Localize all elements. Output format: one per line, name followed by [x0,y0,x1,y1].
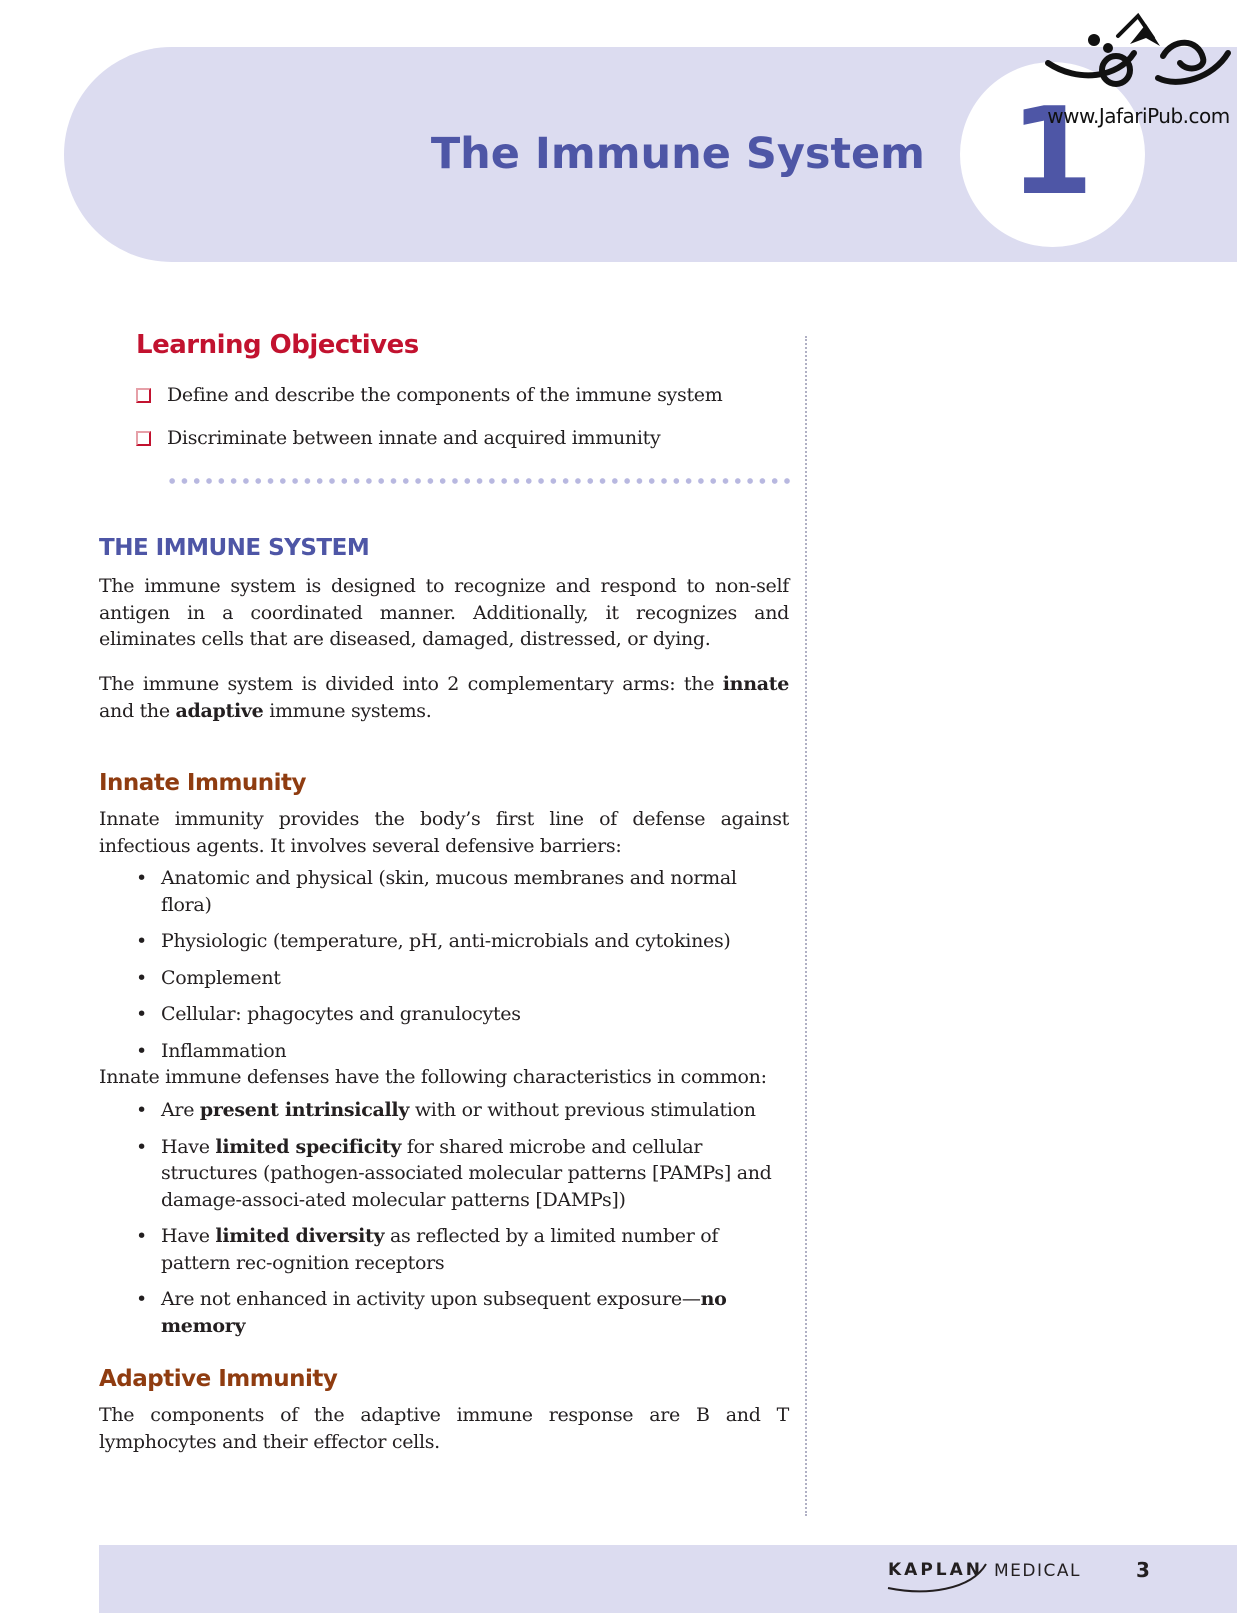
section-paragraph-2: The immune system is divided into 2 complementary arms: the innate and the adaptive immune systems. [99,673,789,722]
margin-divider [805,336,807,1516]
list-item: • Have limited diversity as reflected by a limited number of pattern rec-ognition receptors [99,1223,789,1276]
adaptive-text: The components of the adaptive immune response are B and T lymphocytes and their effector cells. [99,1404,789,1453]
watermark-logo-icon [1038,8,1237,108]
list-item: • Cellular: phagocytes and granulocytes [99,1001,789,1028]
list-item: • Physiologic (temperature, pH, anti-microbials and cytokines) [99,928,789,955]
objective-item: Define and describe the components of the immune system [136,383,722,407]
chapter-title: The Immune System [430,129,925,179]
list-item: • Inflammation [99,1038,789,1065]
list-item: • Have limited specificity for shared microbe and cellular structures (pathogen-associated molecular patterns [PAMPs] and damage-associ-ated molecular patterns [DAMPs]) [99,1134,789,1214]
watermark-url[interactable]: www.JafariPub.com [1047,104,1230,128]
characteristics-intro: Innate immune defenses have the following characteristics in common: [99,1066,767,1088]
list-item: • Anatomic and physical (skin, mucous membranes and normal flora) [99,865,789,918]
learning-objectives-list [136,383,722,469]
adaptive-immunity-heading: Adaptive Immunity [99,1366,338,1392]
checkbox-icon [136,388,151,403]
section-paragraph-1: The immune system is designed to recognize and respond to non-self antigen in a coordinated manner. Additionally, it recognizes and eliminates cells that are diseased, damaged, distressed, or dying. [99,575,789,650]
list-item: • Are not enhanced in activity upon subsequent exposure—no memory [99,1286,789,1339]
footer-brand-sub: MEDICAL [994,1561,1081,1581]
footer-brand: KAPLAN [888,1560,984,1580]
list-item: • Complement [99,965,789,992]
learning-objectives-title: Learning Objectives [136,330,419,360]
innate-intro: Innate immunity provides the body’s first line of defense against infectious agents. It involves several defensive barriers: [99,808,789,857]
checkbox-icon [136,431,151,446]
innate-immunity-heading: Innate Immunity [99,770,307,796]
page-number: 3 [1136,1558,1150,1582]
dotted-separator [166,478,791,484]
characteristics-list [99,1097,789,1349]
list-item: • Are present intrinsically with or without previous stimulation [99,1097,789,1124]
section-heading: THE IMMUNE SYSTEM [99,535,370,561]
chapter-number: 1 [1010,83,1094,222]
barriers-list [99,865,789,1074]
objective-item: Discriminate between innate and acquired immunity [136,426,722,450]
